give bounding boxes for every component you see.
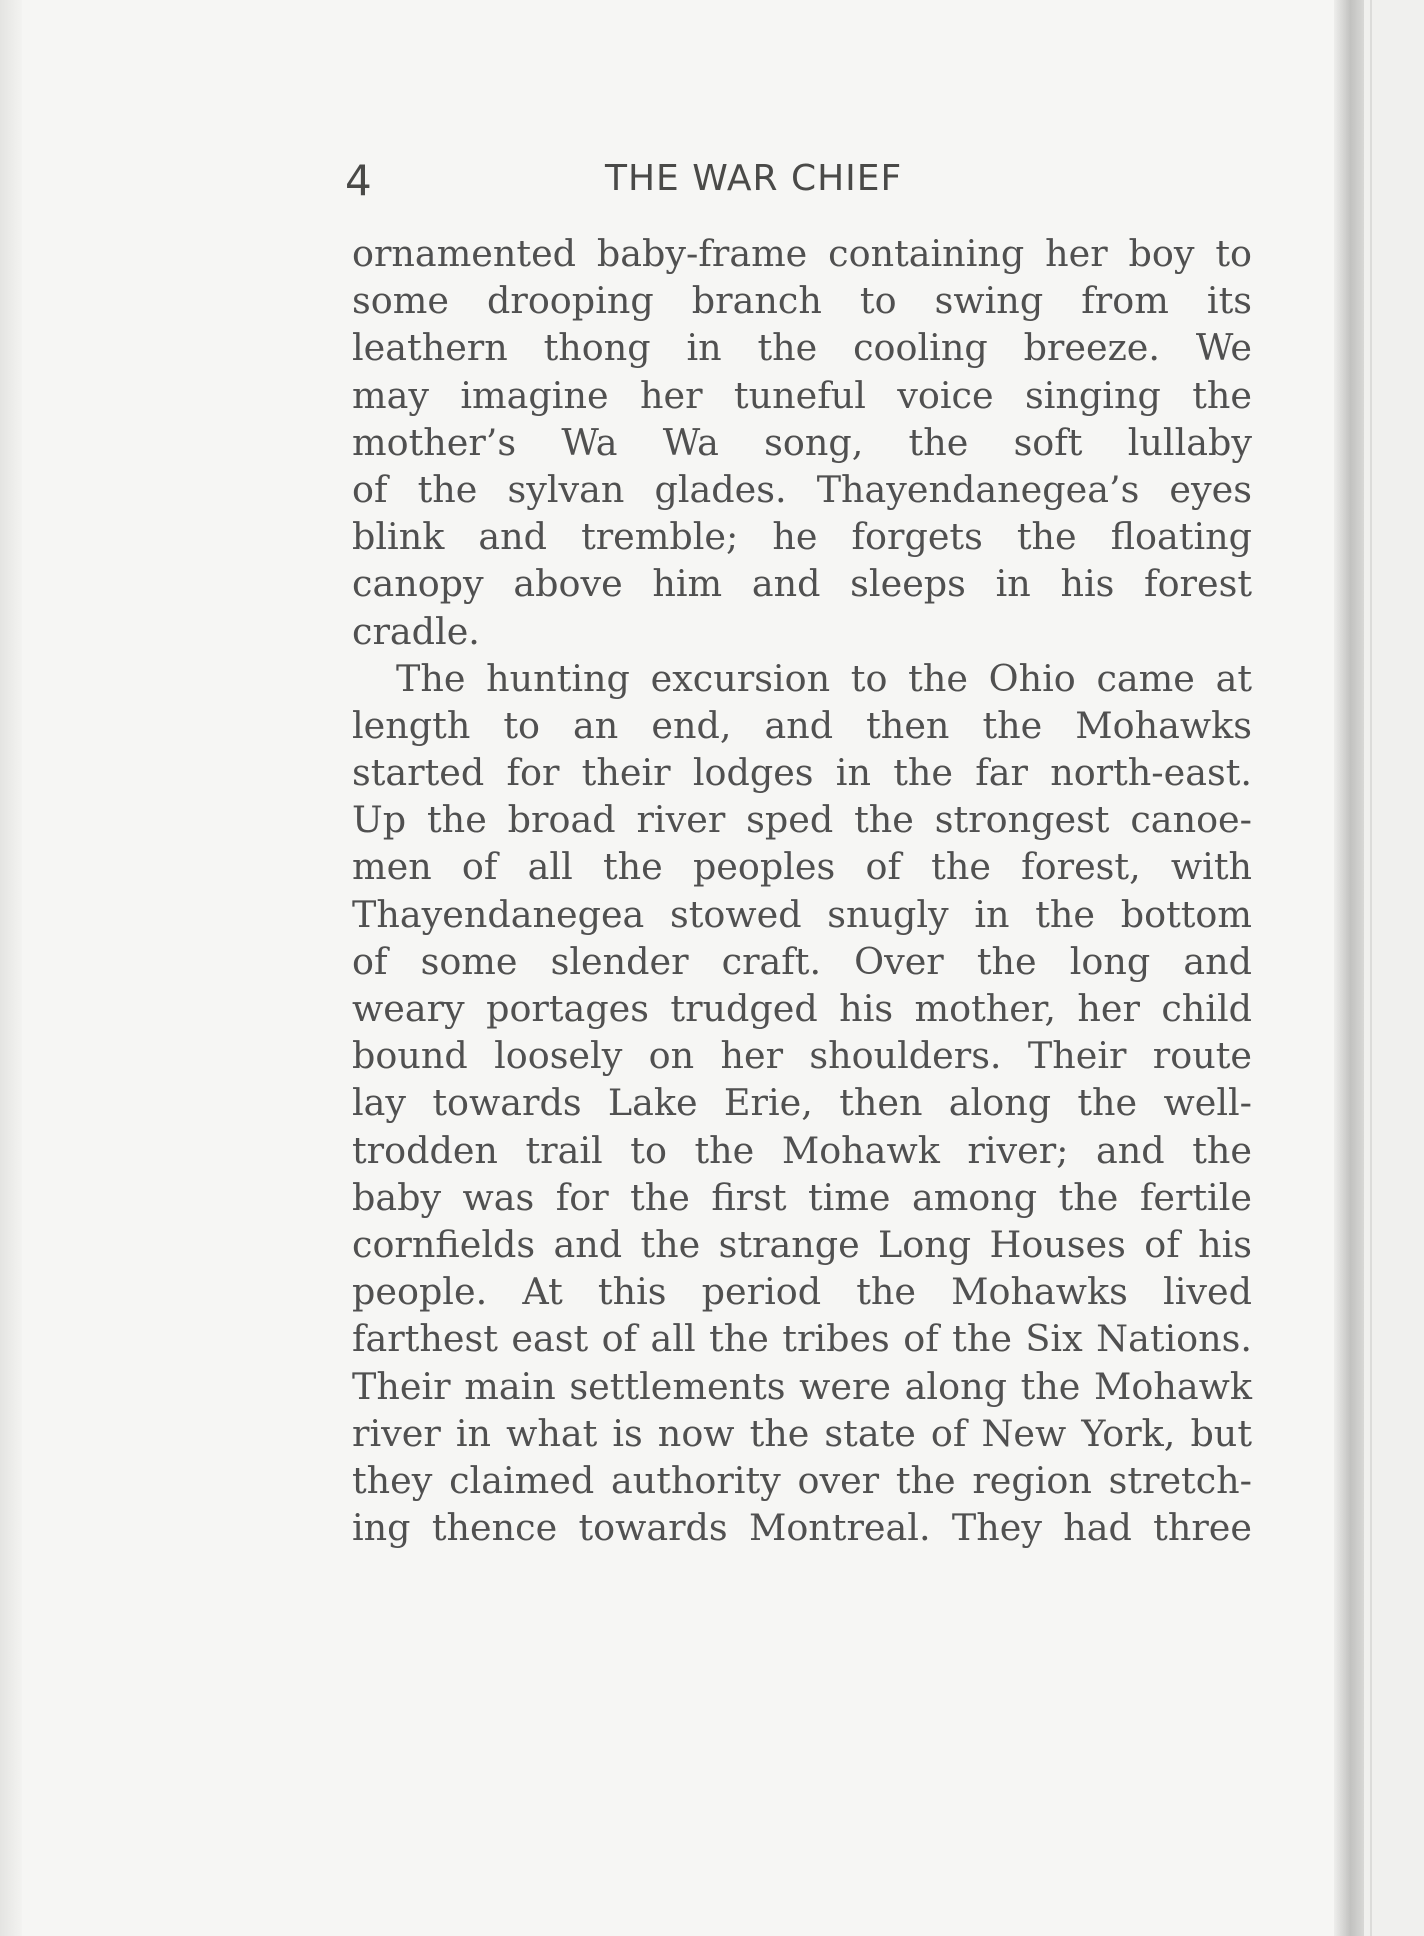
text-line: weary portages trudged his mother, her child [352, 987, 1252, 1030]
page-right-edge [1364, 0, 1424, 1936]
page-edge-line [1370, 0, 1372, 1936]
body-text [352, 230, 1252, 1551]
text-line: started for their lodges in the far north-east. [352, 751, 1252, 795]
text-line: cornfields and the strange Long Houses of his [352, 1222, 1252, 1266]
text-line: mother’s Wa Wa song, the soft lullaby [352, 420, 1252, 464]
page-number: 4 [345, 156, 372, 205]
text-line: of some slender craft. Over the long and [352, 939, 1252, 983]
text-line: length to an end, and then the Mohawks [352, 703, 1252, 747]
binding-shadow [1334, 0, 1364, 1936]
text-line: The hunting excursion to the Ohio came at [396, 656, 1252, 700]
text-line: lay towards Lake Erie, then along the well- [352, 1081, 1252, 1125]
text-line: they claimed authority over the region stretch- [352, 1458, 1252, 1502]
text-line: cradle. [352, 609, 480, 653]
page-left-edge [0, 0, 22, 1936]
text-line: river in what is now the state of New York, but [352, 1411, 1252, 1455]
text-line: blink and tremble; he forgets the floating [352, 515, 1252, 559]
text-line: Their main settlements were along the Mohawk [352, 1364, 1252, 1408]
text-line: trodden trail to the Mohawk river; and the [352, 1128, 1252, 1172]
page-header [345, 156, 1250, 216]
text-line: may imagine her tuneful voice singing the [352, 373, 1252, 417]
text-line: Thayendanegea stowed snugly in the bottom [352, 892, 1252, 936]
text-line: farthest east of all the tribes of the Six Nations. [352, 1317, 1252, 1361]
running-head: THE WAR CHIEF [605, 158, 903, 199]
text-line: leathern thong in the cooling breeze. We [352, 326, 1252, 370]
text-line: of the sylvan glades. Thayendanegea’s eyes [352, 467, 1252, 511]
text-line: bound loosely on her shoulders. Their route [352, 1034, 1252, 1078]
text-line: ing thence towards Montreal. They had three [352, 1506, 1252, 1550]
text-line: some drooping branch to swing from its [352, 279, 1252, 323]
text-line: men of all the peoples of the forest, with [352, 845, 1252, 889]
text-line: people. At this period the Mohawks lived [352, 1270, 1252, 1314]
text-line: ornamented baby-frame containing her boy to [352, 232, 1252, 275]
text-line: canopy above him and sleeps in his forest [352, 562, 1252, 606]
text-line: baby was for the first time among the fertile [352, 1175, 1252, 1219]
text-line: Up the broad river sped the strongest canoe- [352, 798, 1252, 842]
